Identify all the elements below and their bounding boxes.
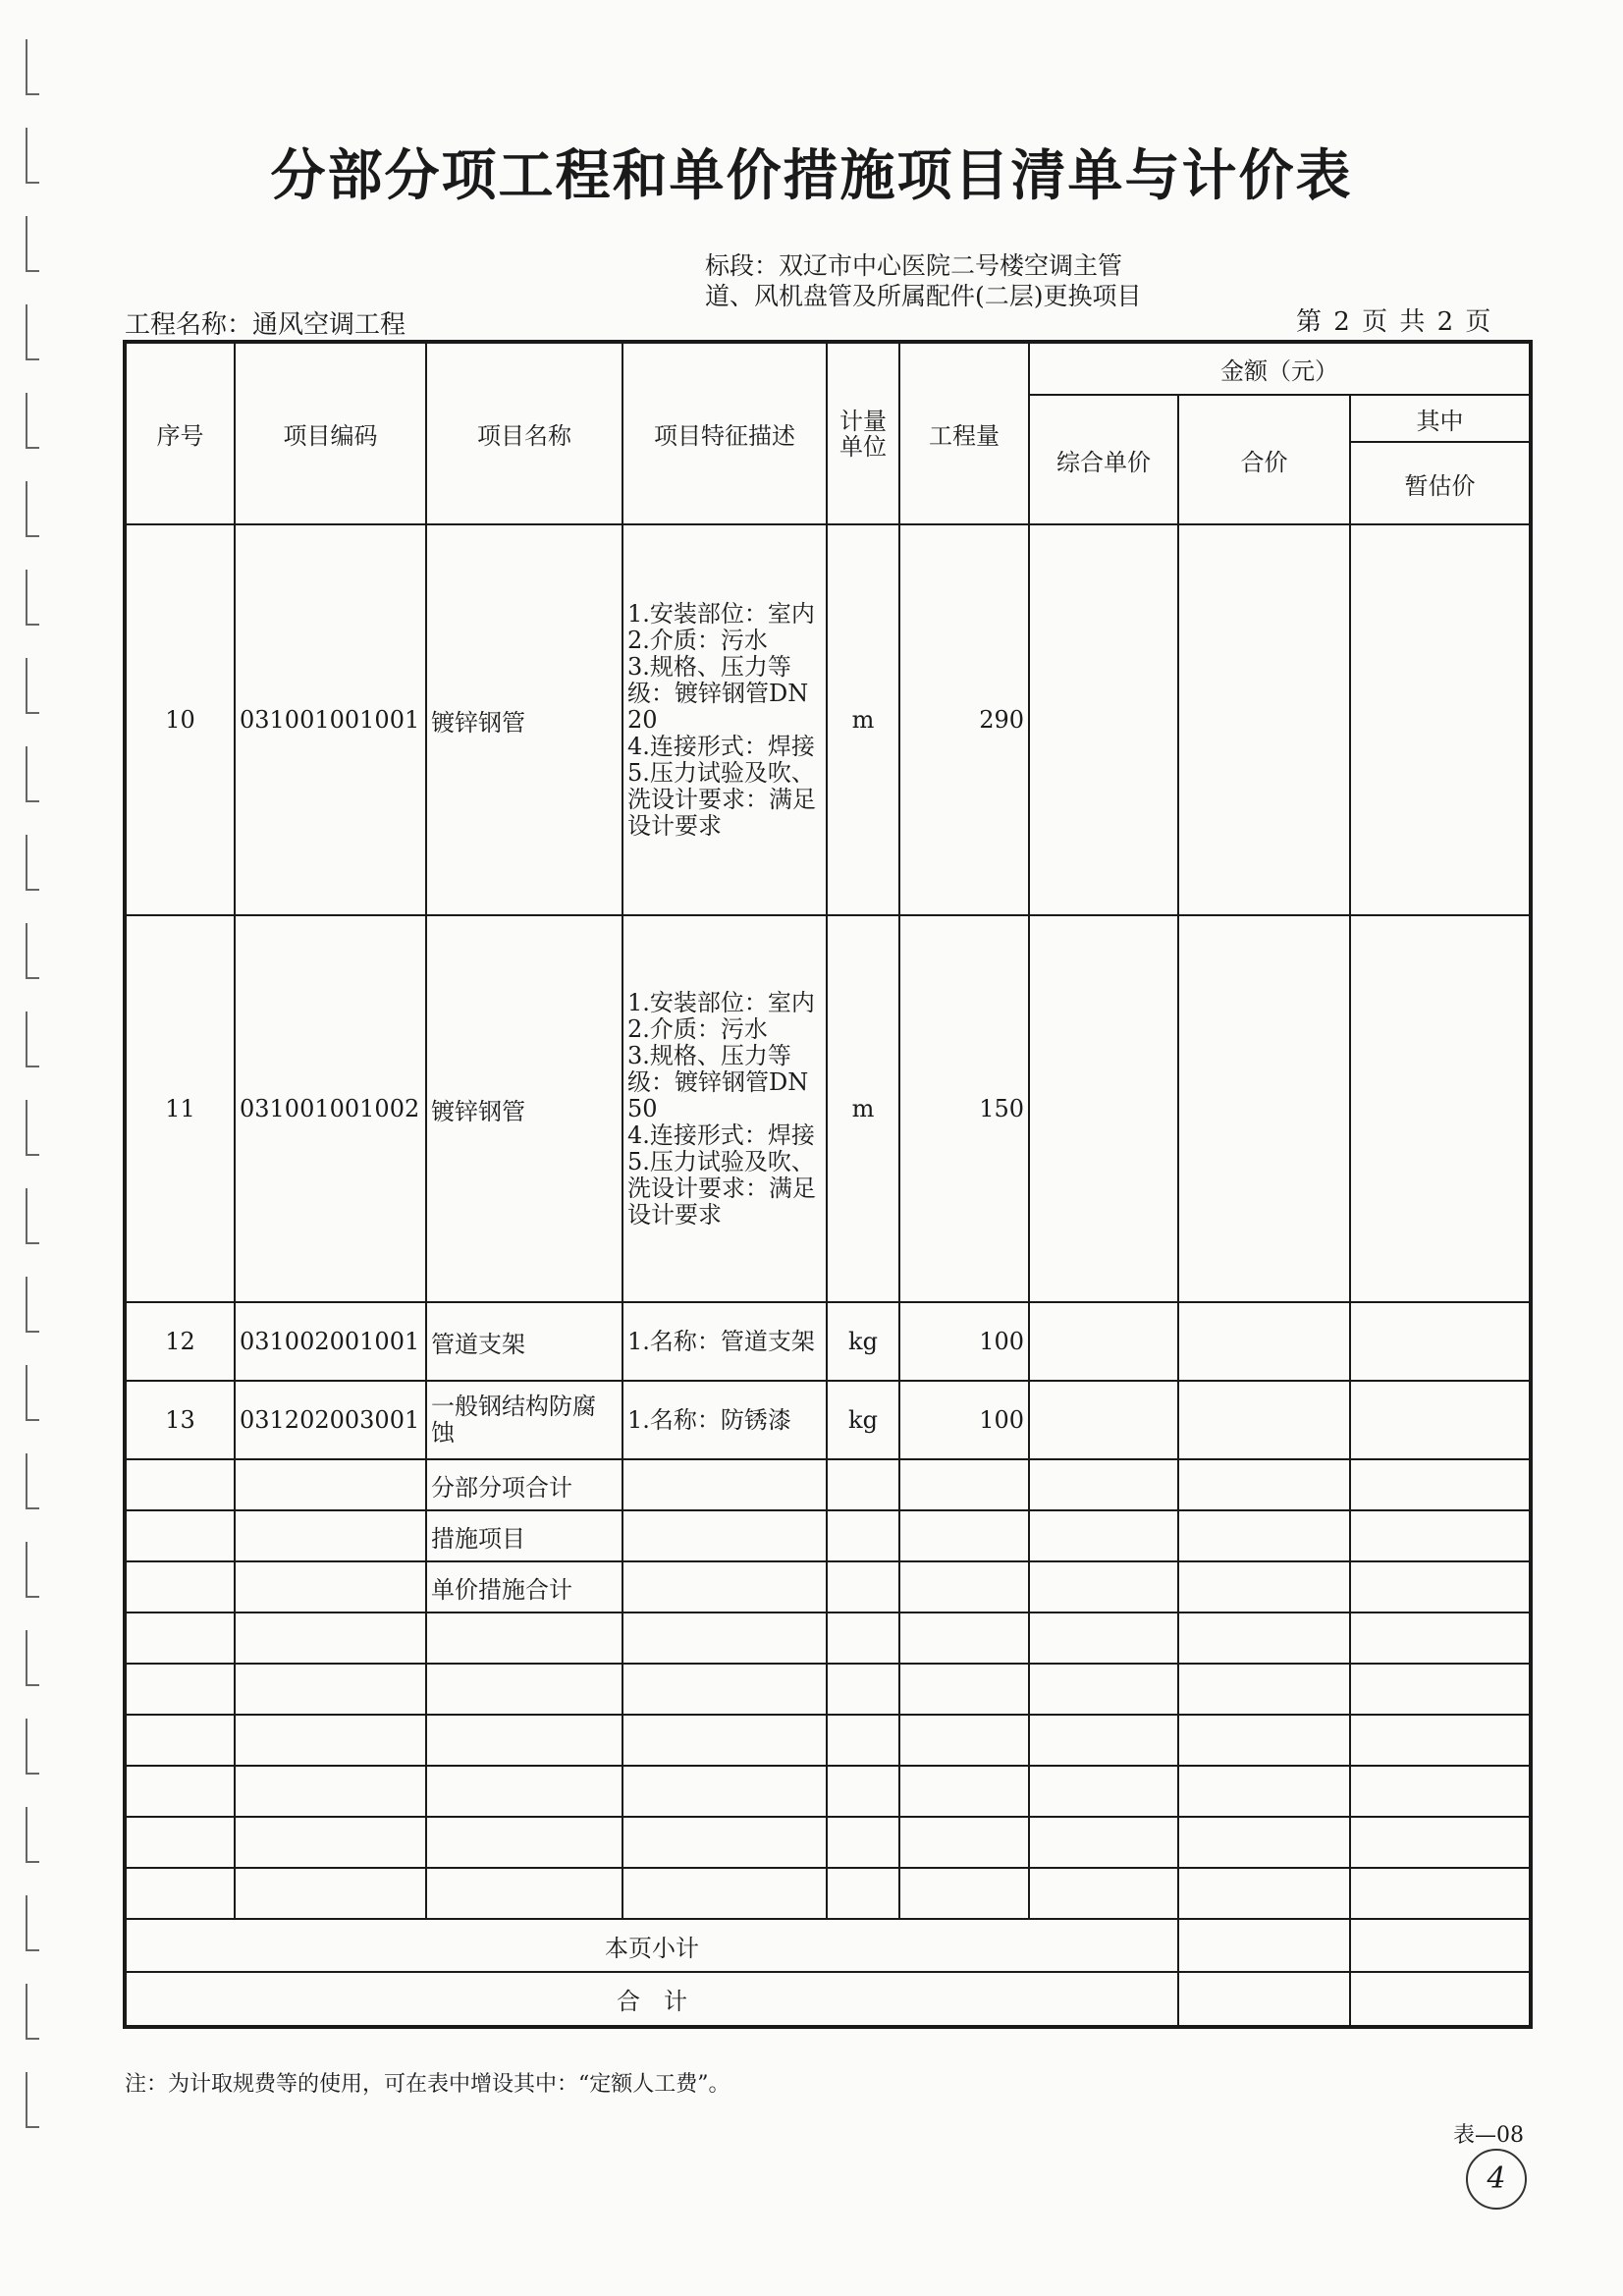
row-provisional — [1350, 1302, 1531, 1381]
row-unit: m — [827, 524, 899, 915]
header-total: 合价 — [1178, 395, 1350, 524]
page-title: 分部分项工程和单价措施项目清单与计价表 — [270, 144, 1353, 208]
row-code: 031001001002 — [235, 915, 426, 1302]
row-desc: 1.名称：防锈漆 — [622, 1381, 827, 1459]
row-qty: 150 — [899, 915, 1029, 1302]
table-row — [125, 1302, 1531, 1381]
row-qty: 100 — [899, 1302, 1029, 1381]
row-seq: 10 — [125, 524, 235, 915]
total-label: 合 计 — [125, 1972, 1178, 2027]
table-row — [125, 524, 1531, 915]
row-code: 031001001001 — [235, 524, 426, 915]
summary-row — [125, 1561, 1531, 1613]
form-code: 表—08 — [1453, 2123, 1524, 2148]
page-number: 第 2 页 共 2 页 — [1296, 307, 1491, 337]
summary-label: 分部分项合计 — [426, 1459, 622, 1510]
header-seq: 序号 — [125, 342, 235, 524]
row-name: 镀锌钢管 — [426, 524, 622, 915]
header-name: 项目名称 — [426, 342, 622, 524]
empty-row — [125, 1613, 1531, 1664]
subtotal-label: 本页小计 — [125, 1919, 1178, 1972]
header-of-which: 其中 — [1350, 395, 1531, 442]
row-total — [1178, 915, 1350, 1302]
row-desc: 1.名称：管道支架 — [622, 1302, 827, 1381]
row-provisional — [1350, 524, 1531, 915]
summary-row — [125, 1459, 1531, 1510]
row-name: 镀锌钢管 — [426, 915, 622, 1302]
table-row — [125, 915, 1531, 1302]
header-qty: 工程量 — [899, 342, 1029, 524]
row-seq: 11 — [125, 915, 235, 1302]
table-row — [125, 1381, 1531, 1459]
row-total — [1178, 524, 1350, 915]
row-unit-price — [1029, 524, 1178, 915]
row-total — [1178, 1381, 1350, 1459]
row-seq: 12 — [125, 1302, 235, 1381]
row-code: 031002001001 — [235, 1302, 426, 1381]
row-name: 管道支架 — [426, 1302, 622, 1381]
header-amount: 金额（元） — [1029, 342, 1531, 395]
row-desc: 1.安装部位：室内 2.介质：污水 3.规格、压力等级：镀锌钢管DN50 4.连接形式：焊接 5.压力试验及吹、洗设计要求：满足设计要求 — [622, 915, 827, 1302]
page-mark: 4 — [1466, 2149, 1527, 2210]
row-unit-price — [1029, 915, 1178, 1302]
empty-row — [125, 1664, 1531, 1715]
empty-row — [125, 1868, 1531, 1919]
row-unit: m — [827, 915, 899, 1302]
row-qty: 100 — [899, 1381, 1029, 1459]
header-unit: 计量单位 — [827, 342, 899, 524]
row-unit: kg — [827, 1381, 899, 1459]
header-provisional: 暂估价 — [1350, 442, 1531, 524]
binding-margin — [20, 0, 39, 2296]
empty-row — [125, 1766, 1531, 1817]
empty-row — [125, 1817, 1531, 1868]
project-name: 工程名称：通风空调工程 — [125, 310, 406, 340]
row-desc: 1.安装部位：室内 2.介质：污水 3.规格、压力等级：镀锌钢管DN20 4.连接形式：焊接 5.压力试验及吹、洗设计要求：满足设计要求 — [622, 524, 827, 915]
header-unit-price: 综合单价 — [1029, 395, 1178, 524]
row-unit-price — [1029, 1302, 1178, 1381]
row-name: 一般钢结构防腐蚀 — [426, 1381, 622, 1459]
row-unit: kg — [827, 1302, 899, 1381]
footnote: 注：为计取规费等的使用，可在表中增设其中：“定额人工费”。 — [125, 2072, 730, 2097]
summary-row — [125, 1510, 1531, 1561]
summary-label: 单价措施合计 — [426, 1561, 622, 1613]
section-label: 标段：双辽市中心医院二号楼空调主管道、风机盘管及所属配件(二层)更换项目 — [705, 251, 1142, 310]
summary-label: 措施项目 — [426, 1510, 622, 1561]
row-total — [1178, 1302, 1350, 1381]
header-code: 项目编码 — [235, 342, 426, 524]
row-code: 031202003001 — [235, 1381, 426, 1459]
subtotal-row — [125, 1919, 1531, 1972]
pricing-table — [123, 340, 1533, 2029]
row-provisional — [1350, 1381, 1531, 1459]
empty-row — [125, 1715, 1531, 1766]
row-unit-price — [1029, 1381, 1178, 1459]
header-desc: 项目特征描述 — [622, 342, 827, 524]
total-row — [125, 1972, 1531, 2027]
row-seq: 13 — [125, 1381, 235, 1459]
row-provisional — [1350, 915, 1531, 1302]
row-qty: 290 — [899, 524, 1029, 915]
